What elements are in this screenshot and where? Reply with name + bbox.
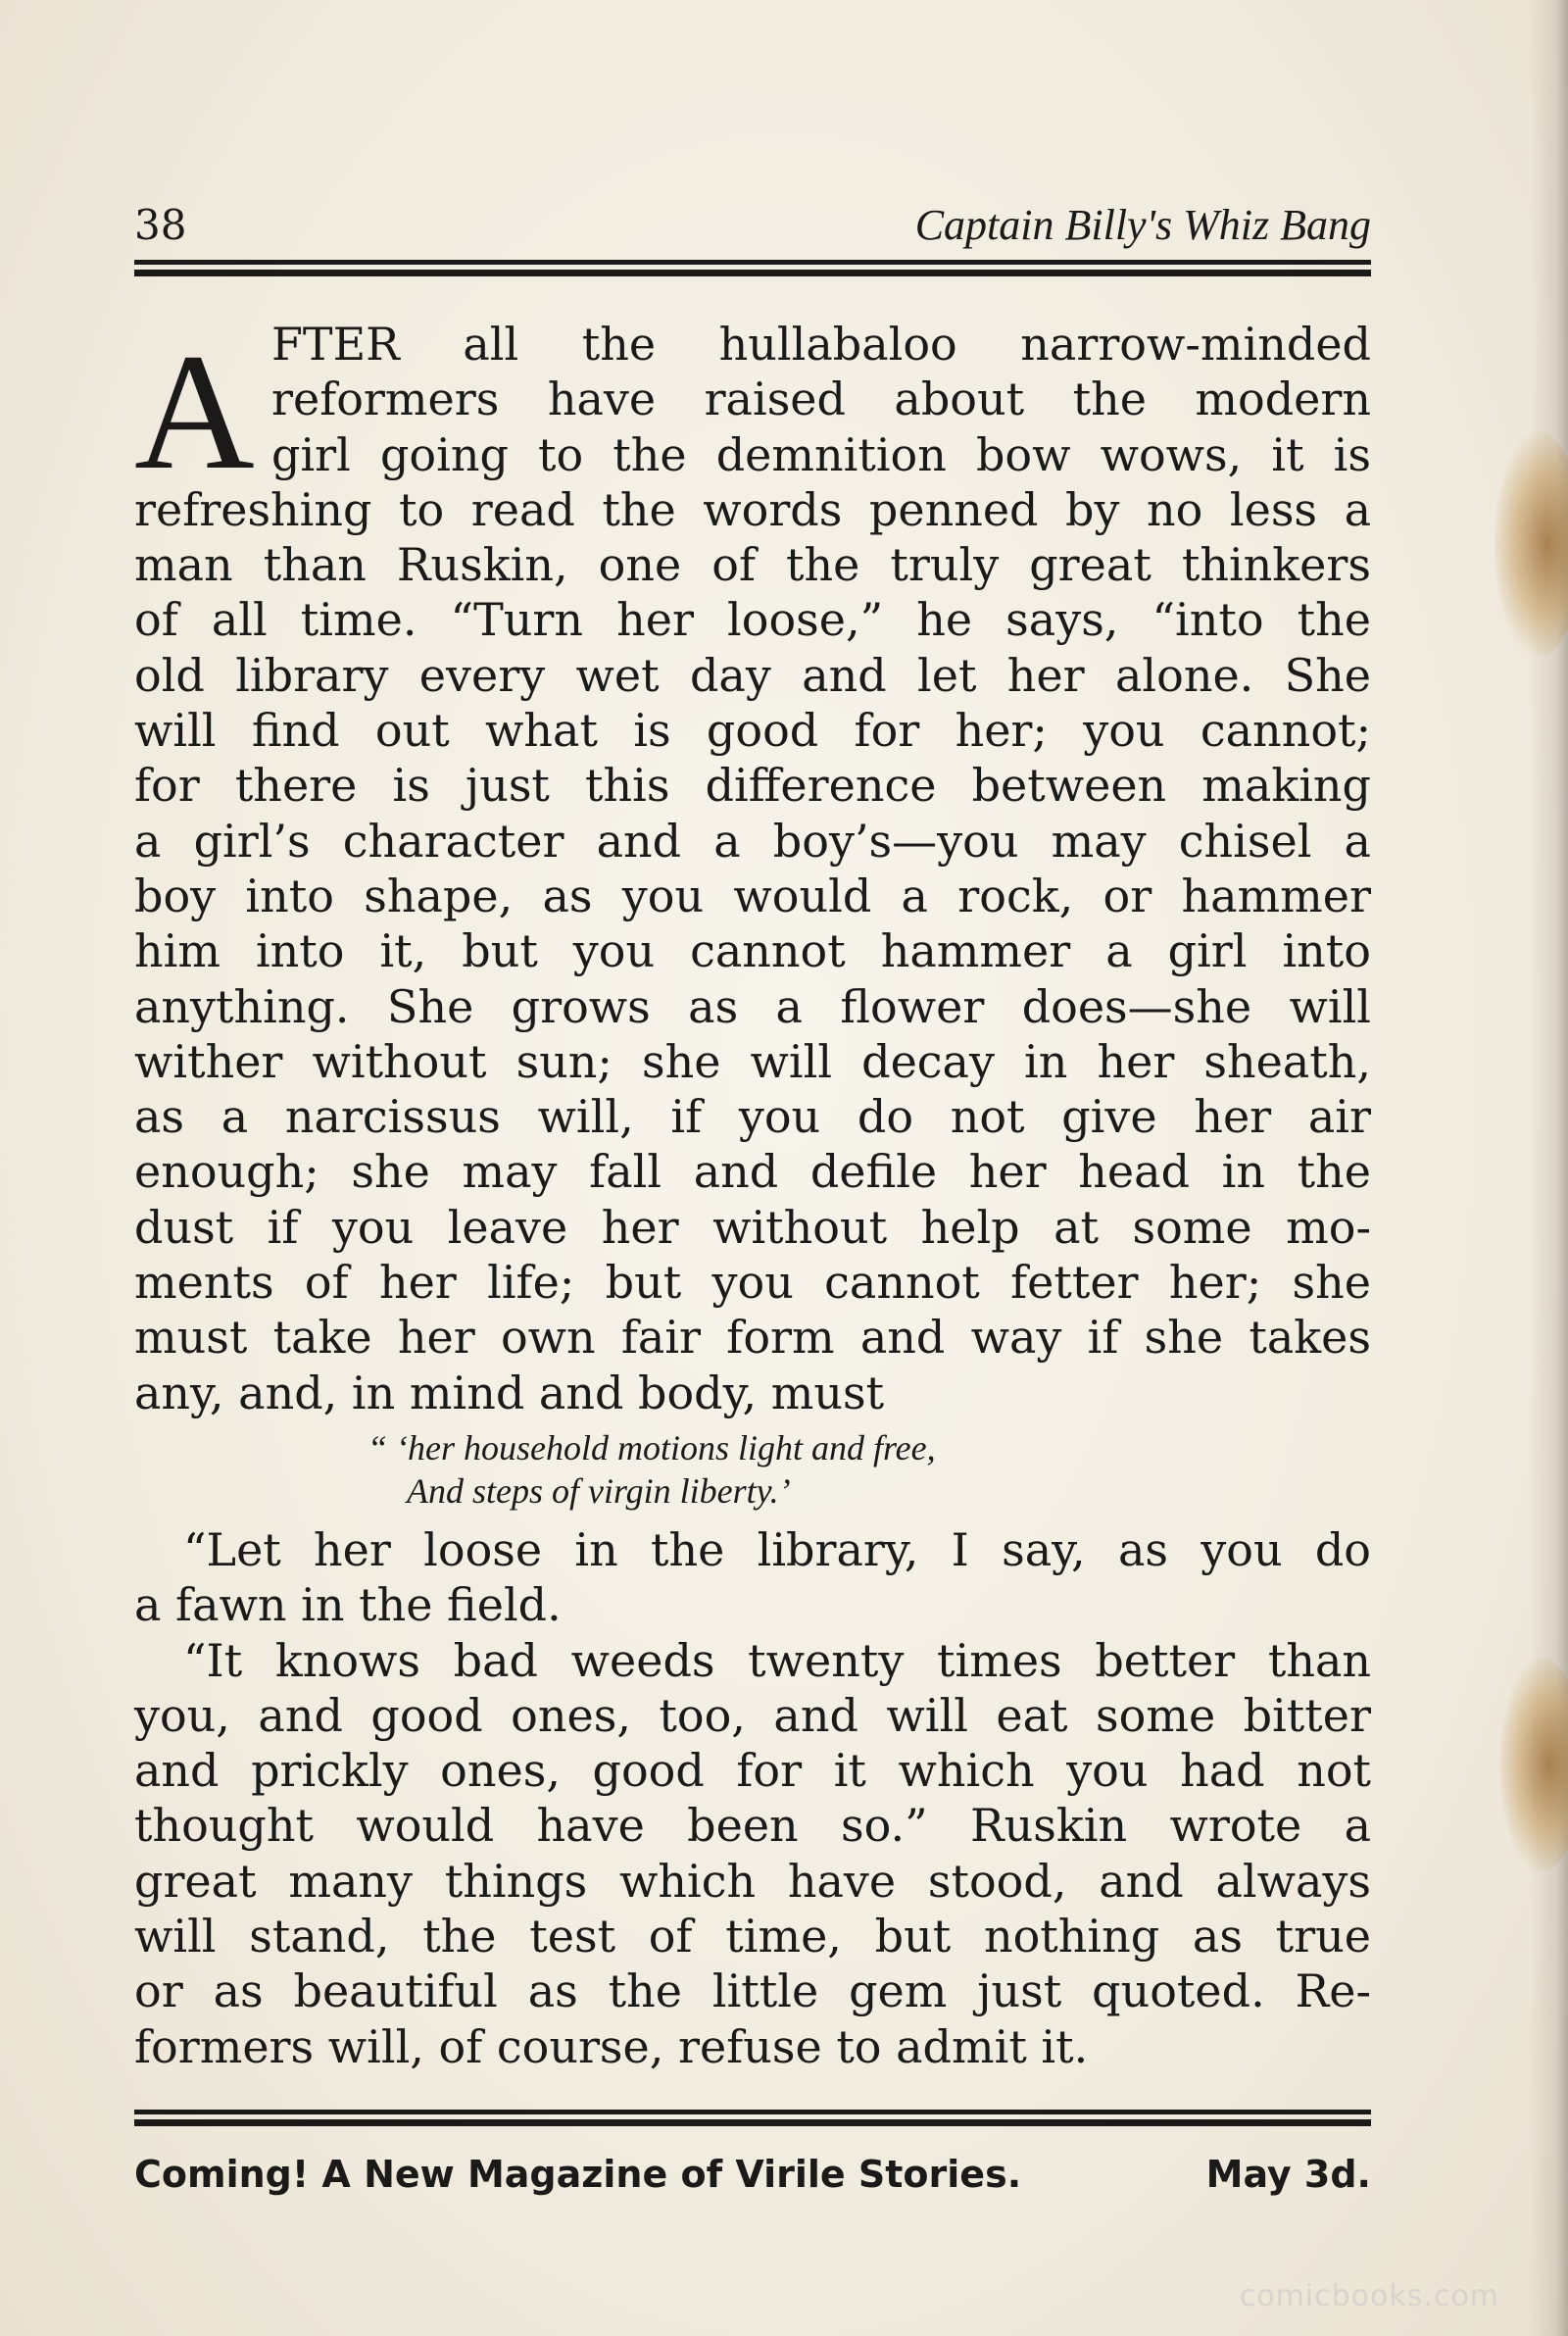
article-line: will stand, the test of time, but nothing as true — [134, 1910, 1371, 1963]
article-line: of all time. “Turn her loose,” he says, “into the — [134, 593, 1371, 647]
footer-rule — [134, 2110, 1371, 2127]
article-line: “It knows bad weeds twenty times better than — [183, 1633, 1371, 1687]
article-line: and prickly ones, good for it which you had not — [134, 1744, 1371, 1798]
article-line: refreshing to read the words penned by no less a — [134, 482, 1371, 536]
drop-cap: A — [134, 320, 255, 504]
article-body — [134, 317, 1371, 1420]
article-body-continued — [134, 1522, 1371, 2074]
article-line: enough; she may fall and defile her head in the — [134, 1145, 1371, 1199]
article-line: formers will, of course, refuse to admit it. — [134, 2019, 1089, 2073]
article-line: reformers have raised about the modern — [271, 373, 1371, 426]
article-line: you, and good ones, too, and will eat some bitter — [134, 1688, 1371, 1742]
running-title: Captain Billy's Whiz Bang — [914, 201, 1371, 249]
article-line: or as beautiful as the little gem just quoted. Re- — [134, 1964, 1371, 2018]
verse-line: “ ‘her household motions light and free, — [368, 1428, 936, 1467]
page-header — [134, 196, 1371, 255]
article-line: any, and, in mind and body, must — [134, 1366, 885, 1419]
article-line: a girl’s character and a boy’s—you may chisel a — [134, 814, 1371, 868]
article-line: him into it, but you cannot hammer a girl into — [134, 924, 1371, 978]
page-footer — [134, 2145, 1371, 2204]
article-line: for there is just this difference between making — [134, 759, 1371, 813]
article-line: anything. She grows as a flower does—she will — [134, 979, 1371, 1033]
article-line: a fawn in the field. — [134, 1578, 562, 1632]
page-edge-shadow — [1529, 0, 1568, 2336]
page-number: 38 — [134, 201, 187, 249]
article-line: girl going to the demnition bow wows, it is — [271, 427, 1371, 481]
verse-line: And steps of virgin liberty.’ — [407, 1471, 791, 1511]
article-line: great many things which have stood, and always — [134, 1854, 1371, 1908]
article-line: old library every wet day and let her alone. She — [134, 648, 1371, 702]
article-line: ments of her life; but you cannot fetter her; she — [134, 1256, 1371, 1310]
watermark: comicbooks.com — [1239, 2279, 1499, 2313]
article-line: thought would have been so.” Ruskin wrote a — [134, 1799, 1371, 1853]
footer-date: May 3d. — [1205, 2153, 1371, 2196]
article-line: will find out what is good for her; you cannot; — [134, 704, 1371, 758]
article-line: boy into shape, as you would a rock, or hammer — [134, 869, 1371, 922]
article-line: wither without sun; she will decay in her sheath, — [134, 1034, 1371, 1088]
header-rule — [134, 260, 1371, 277]
footer-announcement: Coming! A New Magazine of Virile Stories. — [134, 2153, 1022, 2196]
article-line: “Let her loose in the library, I say, as you do — [183, 1523, 1371, 1576]
article-line: man than Ruskin, one of the truly great thinkers — [134, 538, 1371, 592]
article-line: as a narcissus will, if you do not give her air — [134, 1090, 1371, 1144]
article-line: FTER all the hullabaloo narrow-minded — [271, 318, 1371, 371]
article-line: dust if you leave her without help at some mo- — [134, 1200, 1371, 1254]
article-line: must take her own fair form and way if she takes — [134, 1311, 1371, 1365]
